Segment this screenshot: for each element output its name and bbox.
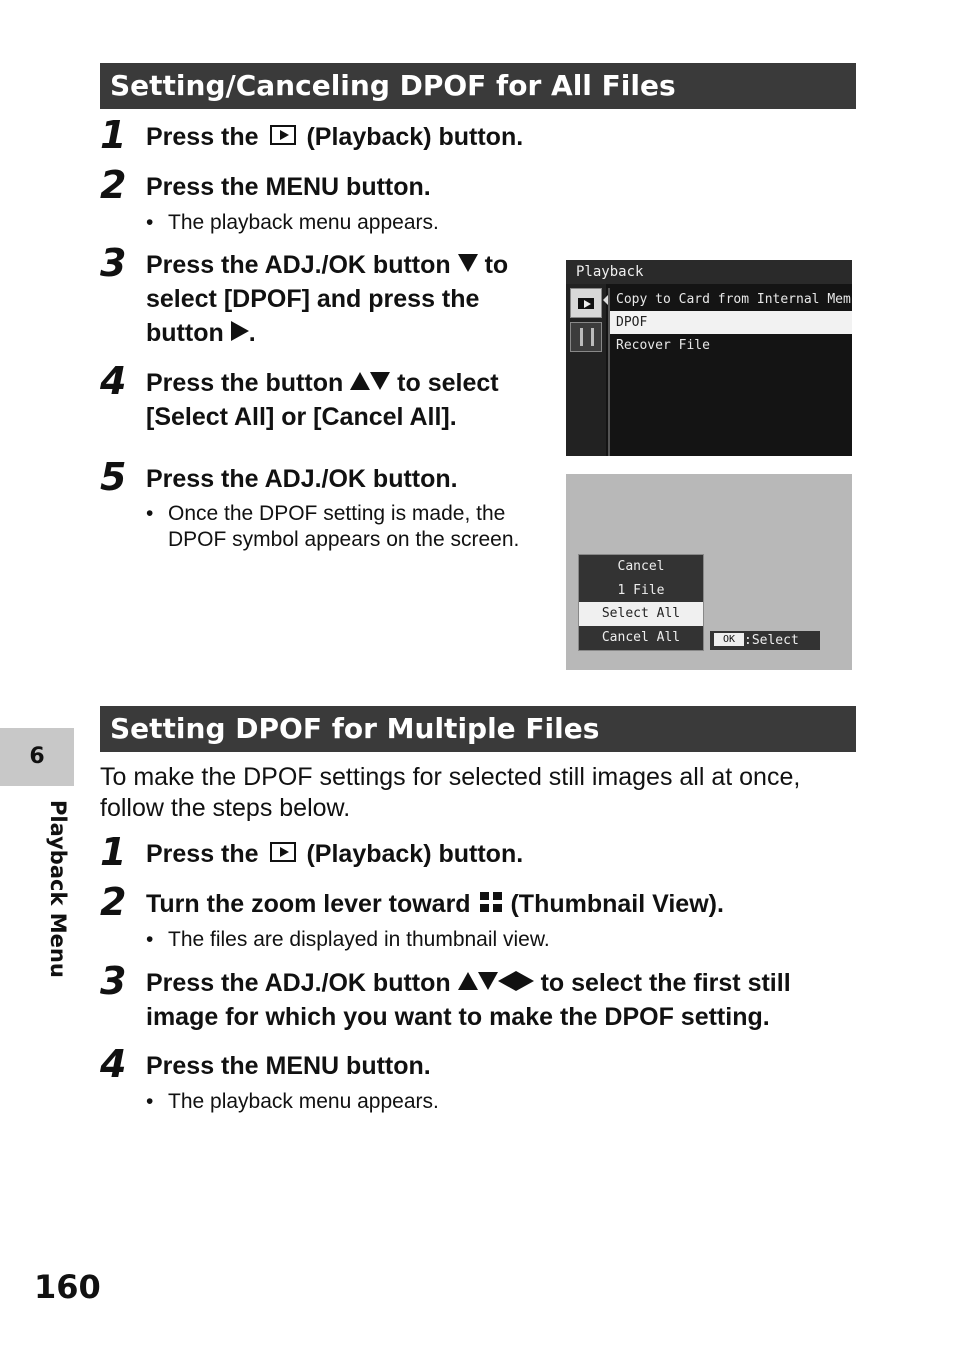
camera-playback-menu-screen bbox=[566, 260, 852, 456]
step-text: Press the MENU button. bbox=[146, 173, 431, 201]
step-text: Press the MENU button. bbox=[146, 1052, 431, 1080]
ok-select-hint bbox=[710, 631, 820, 650]
bullet-note bbox=[146, 927, 550, 953]
step-text-pre: Press the ADJ./OK button bbox=[146, 969, 451, 997]
screen-title: Playback bbox=[566, 260, 852, 284]
step-text-pre: Press the ADJ./OK button bbox=[146, 251, 451, 279]
step-number: 5 bbox=[100, 455, 127, 499]
menu-item-copy-to-card: Copy to Card from Internal Mem bbox=[616, 292, 851, 307]
thumbnail-view-icon bbox=[480, 892, 502, 912]
step-text-line: [Select All] or [Cancel All]. bbox=[146, 403, 457, 431]
arrow-down-icon bbox=[458, 254, 478, 272]
arrow-down-icon bbox=[370, 372, 390, 390]
bullet-text: The playback menu appears. bbox=[168, 1090, 439, 1113]
section-heading-multiple-files: Setting DPOF for Multiple Files bbox=[100, 706, 856, 752]
step-text-line: image for which you want to make the DPOF setting. bbox=[146, 1003, 770, 1031]
step-text-line: select [DPOF] and press the bbox=[146, 285, 480, 313]
chapter-number: 6 bbox=[29, 744, 45, 769]
playback-icon bbox=[270, 842, 296, 862]
intro-line: follow the steps below. bbox=[100, 794, 351, 822]
step-text-post: (Playback) button. bbox=[306, 123, 524, 151]
option-cancel-all: Cancel All bbox=[601, 629, 681, 645]
bullet-dot: • bbox=[146, 1090, 154, 1113]
option-select-all: Select All bbox=[579, 602, 703, 626]
ok-key-icon: OK bbox=[714, 633, 744, 646]
arrow-right-icon bbox=[231, 321, 249, 341]
step-text-post: to select bbox=[397, 369, 499, 397]
bullet-text: Once the DPOF setting is made, the bbox=[168, 502, 506, 525]
step-number: 4 bbox=[100, 359, 127, 403]
arrow-down-icon bbox=[478, 972, 498, 990]
bullet-note bbox=[146, 1089, 439, 1115]
bullet-text: DPOF symbol appears on the screen. bbox=[168, 528, 520, 551]
step-number: 1 bbox=[100, 830, 127, 874]
step-text bbox=[146, 837, 523, 871]
step-text-pre: Press the button bbox=[146, 369, 344, 397]
ok-hint-label: :Select bbox=[744, 633, 799, 648]
section-intro bbox=[100, 762, 800, 824]
step-text bbox=[146, 887, 724, 921]
wrench-icon bbox=[580, 328, 594, 346]
page-number: 160 bbox=[34, 1268, 101, 1306]
dpof-option-menu bbox=[578, 554, 704, 651]
step-text bbox=[146, 966, 791, 1034]
step-number: 3 bbox=[100, 241, 127, 285]
step-text bbox=[146, 248, 508, 350]
arrow-left-icon bbox=[498, 971, 516, 991]
step-text-post: (Playback) button. bbox=[306, 840, 524, 868]
step-text-post: to bbox=[484, 251, 509, 279]
option-cancel: Cancel bbox=[617, 559, 665, 574]
step-text: Press the ADJ./OK button. bbox=[146, 465, 458, 493]
arrow-right-icon bbox=[516, 971, 534, 991]
bullet-note bbox=[146, 501, 519, 553]
bullet-note bbox=[146, 210, 439, 236]
chapter-label: Playback Menu bbox=[46, 800, 70, 978]
step-text-post: . bbox=[248, 319, 256, 347]
bullet-dot: • bbox=[146, 502, 154, 525]
step-text-pre: Press the bbox=[146, 840, 259, 868]
setup-tab-icon bbox=[570, 322, 602, 352]
menu-item-dpof: DPOF bbox=[610, 311, 852, 334]
step-text-pre: Press the bbox=[146, 123, 259, 151]
intro-line: To make the DPOF settings for selected still images all at once, bbox=[100, 763, 801, 791]
chapter-tab bbox=[0, 728, 74, 786]
menu-list bbox=[608, 288, 852, 456]
step-text-post: (Thumbnail View). bbox=[510, 890, 724, 918]
step-number: 1 bbox=[100, 113, 127, 157]
step-text bbox=[146, 120, 523, 154]
step-number: 2 bbox=[100, 880, 127, 924]
arrow-up-icon bbox=[350, 372, 370, 390]
bullet-dot: • bbox=[146, 928, 154, 951]
option-one-file: 1 File bbox=[617, 582, 665, 598]
step-text-pre: button bbox=[146, 319, 224, 347]
bullet-text: The files are displayed in thumbnail view. bbox=[168, 928, 550, 951]
menu-tab-column bbox=[566, 284, 606, 456]
section-heading-all-files: Setting/Canceling DPOF for All Files bbox=[100, 63, 856, 109]
step-number: 2 bbox=[100, 163, 127, 207]
menu-item-recover-file: Recover File bbox=[616, 338, 710, 353]
playback-tab-icon bbox=[570, 288, 602, 318]
bullet-dot: • bbox=[146, 211, 154, 234]
playback-icon bbox=[270, 125, 296, 145]
arrow-up-icon bbox=[458, 972, 478, 990]
step-number: 3 bbox=[100, 959, 127, 1003]
step-text-pre: Turn the zoom lever toward bbox=[146, 890, 471, 918]
step-text bbox=[146, 366, 499, 434]
step-text-post: to select the first still bbox=[540, 969, 791, 997]
camera-dpof-select-screen bbox=[566, 474, 852, 670]
step-number: 4 bbox=[100, 1042, 127, 1086]
bullet-text: The playback menu appears. bbox=[168, 211, 439, 234]
